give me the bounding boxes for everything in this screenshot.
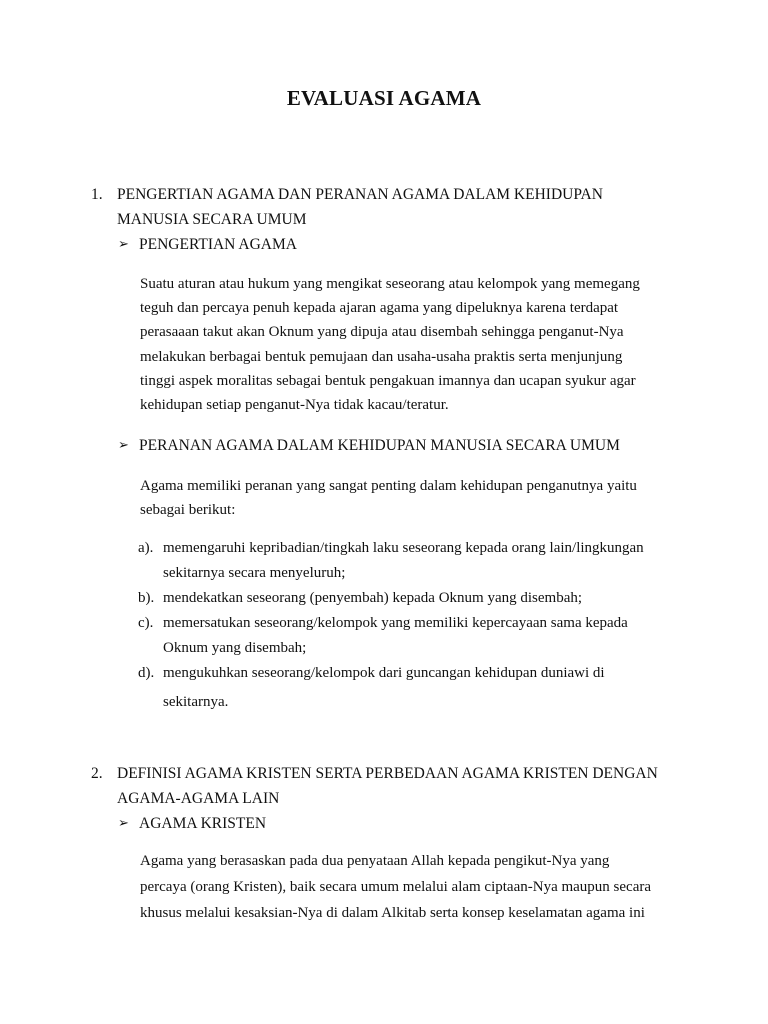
subsection-1-1-paragraph: [140, 272, 680, 417]
paragraph-line: Suatu aturan atau hukum yang mengikat seseorang atau kelompok yang memegang: [140, 276, 640, 292]
paragraph-line: Agama yang berasaskan pada dua penyataan Allah kepada pengikut-Nya yang: [140, 853, 610, 869]
list-item-line: mengukuhkan seseorang/kelompok dari guncangan kehidupan duniawi di: [163, 665, 605, 681]
paragraph-line: teguh dan percaya penuh kepada ajaran agama yang dipeluknya karena terdapat: [140, 300, 619, 317]
paragraph-line: khusus melalui kesaksian-Nya di dalam Alkitab serta konsep keselamatan agama ini: [140, 905, 645, 922]
list-item-label: d).: [138, 665, 155, 681]
arrow-bullet-icon: ➢: [118, 438, 129, 453]
subsection-2-1-heading: AGAMA KRISTEN: [139, 815, 267, 832]
subsection-1-2-intro: [140, 474, 680, 522]
paragraph-line: melakukan berbagai bentuk pemujaan dan usaha-usaha praktis serta menjunjung: [140, 348, 623, 365]
paragraph-line: percaya (orang Kristen), baik secara umum melalui alam ciptaan-Nya maupun secara: [140, 879, 652, 896]
section-1-heading-line-2: MANUSIA SECARA UMUM: [117, 211, 307, 228]
subsection-1-2-heading: PERANAN AGAMA DALAM KEHIDUPAN MANUSIA SECARA UMUM: [139, 437, 620, 454]
list-item: [163, 586, 683, 611]
arrow-bullet-icon: ➢: [118, 237, 129, 252]
paragraph-line: sebagai berikut:: [140, 502, 236, 519]
section-1-number: 1.: [91, 186, 103, 203]
list-item: [163, 661, 683, 715]
section-2-heading-line-1: DEFINISI AGAMA KRISTEN SERTA PERBEDAAN AGAMA KRISTEN DENGAN: [117, 765, 658, 782]
subsection-2-1-paragraph: [140, 849, 700, 926]
list-item-line: Oknum yang disembah;: [163, 640, 307, 656]
list-item-label: b).: [138, 590, 155, 606]
document-title: EVALUASI AGAMA: [286, 86, 482, 110]
list-item: [163, 611, 683, 661]
list-item-label: c).: [138, 615, 154, 631]
section-1-heading-line-1: PENGERTIAN AGAMA DAN PERANAN AGAMA DALAM KEHIDUPAN: [117, 186, 603, 203]
arrow-bullet-icon: ➢: [118, 816, 129, 831]
paragraph-line: perasaaan takut akan Oknum yang dipuja atau disembah sehingga penganut-Nya: [140, 324, 624, 341]
list-item-line: sekitarnya.: [163, 694, 229, 710]
paragraph-line: tinggi aspek moralitas sebagai bentuk pengakuan imannya dan ucapan syukur agar: [140, 372, 636, 389]
paragraph-line: Agama memiliki peranan yang sangat penting dalam kehidupan penganutnya yaitu: [140, 478, 637, 494]
list-item-line: memengaruhi kepribadian/tingkah laku seseorang kepada orang lain/lingkungan: [163, 540, 644, 556]
list-item-line: memersatukan seseorang/kelompok yang memiliki kepercayaan sama kepada: [163, 615, 628, 631]
paragraph-line: kehidupan setiap penganut-Nya tidak kacau/teratur.: [140, 397, 449, 414]
list-item-line: mendekatkan seseorang (penyembah) kepada Oknum yang disembah;: [163, 590, 583, 606]
list-item-line: sekitarnya secara menyeluruh;: [163, 565, 346, 581]
list-item-label: a).: [138, 540, 154, 556]
section-2-number: 2.: [91, 765, 103, 782]
subsection-1-1-heading: PENGERTIAN AGAMA: [139, 236, 297, 253]
section-2-heading-line-2: AGAMA-AGAMA LAIN: [117, 790, 280, 807]
list-item: [163, 536, 683, 586]
